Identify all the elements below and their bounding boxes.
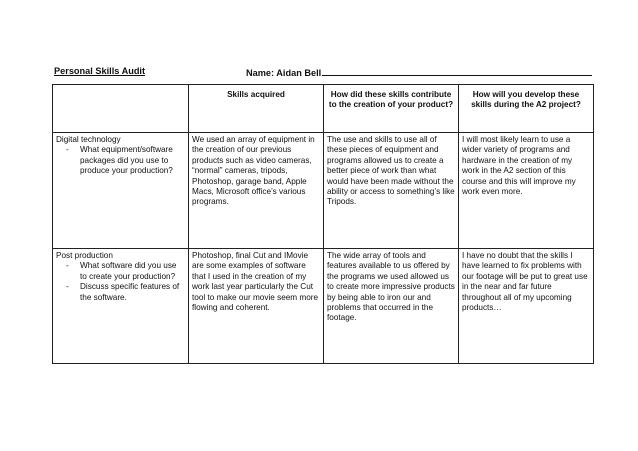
question-item: - What software did you use to create your production? (80, 261, 185, 282)
row-label: Digital technology (56, 135, 121, 144)
row-label-cell (53, 133, 189, 249)
name-field (246, 66, 592, 78)
header-cell-skills-acquired: Skills acquired (189, 85, 324, 133)
name-label: Name: Aidan Bell (246, 68, 322, 78)
question-list (56, 145, 185, 176)
development-cell: I have no doubt that the skills I have learned to fix problems with our footage will be put to great use in the near and far future throughout all of my upcoming products… (459, 249, 594, 364)
table-header-row (53, 85, 594, 133)
document-header (54, 66, 594, 80)
question-item: - Discuss specific features of the software. (80, 282, 185, 303)
contribution-cell: The wide array of tools and features available to us offered by the programs we used allowed us to create more impressive products by being able to iron our and problems that occurred in the footage. (324, 249, 459, 364)
row-label: Post production (56, 251, 113, 260)
document-title: Personal Skills Audit (54, 66, 146, 76)
skills-audit-table (52, 84, 594, 364)
skills-acquired-cell: Photoshop, final Cut and IMovie are some examples of software that I used in the creation of my work last year particularly the Cut tool to make our movie seem more flowing and coherent. (189, 249, 324, 364)
question-item: - What equipment/software packages did you use to produce your production? (80, 145, 185, 176)
skills-acquired-cell: We used an array of equipment in the creation of our previous products such as video cameras, “normal” cameras, tripods, Photoshop, garage band, Apple Macs, Microsoft office’s various programs. (189, 133, 324, 249)
row-label-cell (53, 249, 189, 364)
header-cell-development: How will you develop these skills during the A2 project? (459, 85, 594, 133)
table-row (53, 133, 594, 249)
contribution-cell: The use and skills to use all of these pieces of equipment and programs allowed us to create a better piece of work than what would have been made without the ability or access to something’s like Tripods. (324, 133, 459, 249)
development-cell: I will most likely learn to use a wider variety of programs and hardware in the creation of my work in the A2 section of this course and this will improve my work even more. (459, 133, 594, 249)
header-cell-contribution: How did these skills contribute to the creation of your product? (324, 85, 459, 133)
name-underline (322, 66, 592, 76)
question-list (56, 261, 185, 303)
header-cell-empty (53, 85, 189, 133)
table-row (53, 249, 594, 364)
